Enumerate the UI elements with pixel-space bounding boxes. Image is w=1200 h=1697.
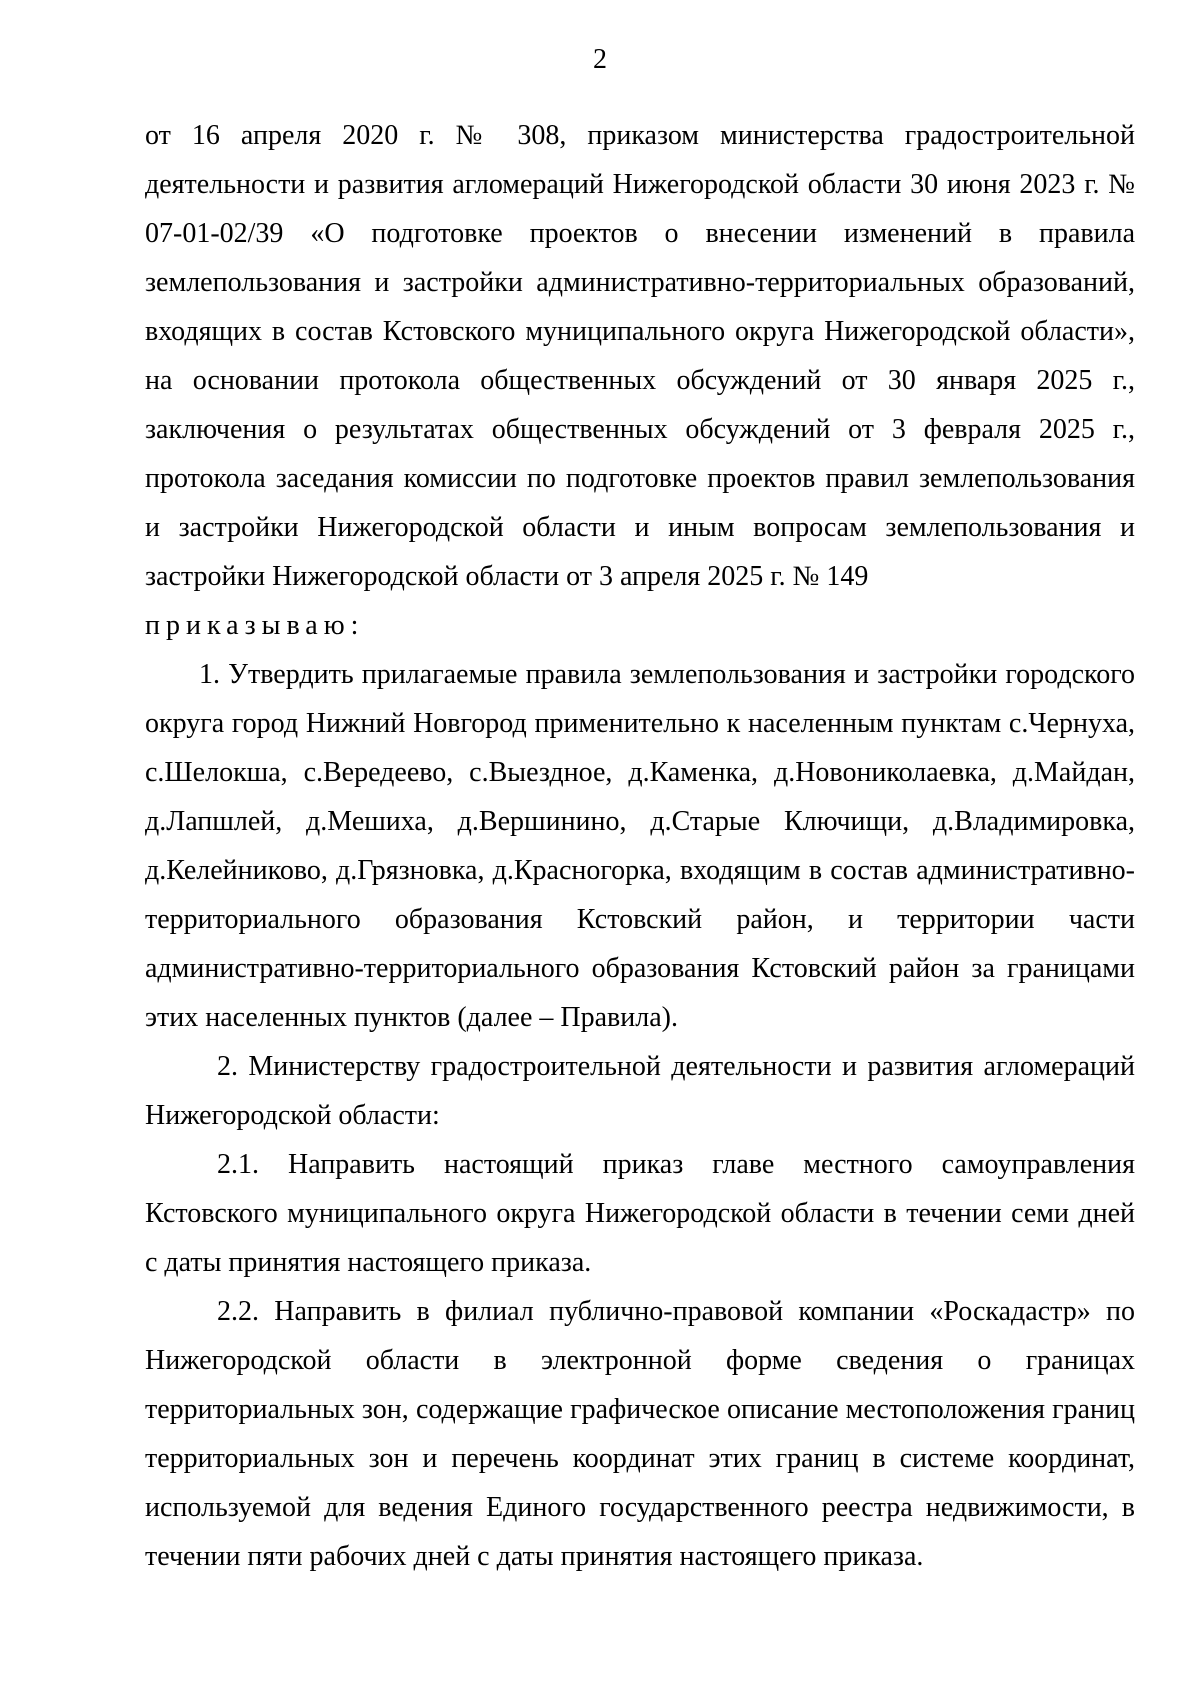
- order-word: приказываю:: [145, 610, 365, 641]
- document-body: [145, 111, 1135, 1581]
- item-1-paragraph: 1. Утвердить прилагаемые правила землепользования и застройки городского округа город Нижний Новгород применительно к населенным пунктам с.Чернуха, с.Шелокша, с.Вередеево, с.Выездное, д.Каменка, д.Новониколаевка, д.Майдан, д.Лапшлей, д.Мешиха, д.Вершинино, д.Старые Ключищи, д.Владимировка, д.Келейниково, д.Грязновка, д.Красногорка, входящим в состав административно-территориального образования Кстовский район, и территории части административно-территориального образования Кстовский район за границами этих населенных пунктов (далее – Правила).: [145, 659, 1135, 1033]
- item-2-paragraph: 2. Министерству градостроительной деятельности и развития агломераций Нижегородской области:: [145, 1051, 1135, 1131]
- item-2-1-paragraph: 2.1. Направить настоящий приказ главе местного самоуправления Кстовского муниципального округа Нижегородской области в течении семи дней с даты принятия настоящего приказа.: [145, 1149, 1135, 1278]
- item-2-2-paragraph: 2.2. Направить в филиал публично-правовой компании «Роскадастр» по Нижегородской области в электронной форме сведения о границах территориальных зон, содержащие графическое описание местоположения границ территориальных зон и перечень координат этих границ в системе координат, используемой для ведения Единого государственного реестра недвижимости, в течении пяти рабочих дней с даты принятия настоящего приказа.: [145, 1296, 1135, 1572]
- page-number: 2: [593, 44, 607, 75]
- preamble-paragraph: от 16 апреля 2020 г. № 308, приказом министерства градостроительной деятельности и развития агломераций Нижегородской области 30 июня 2023 г. № 07-01-02/39 «О подготовке проектов о внесении изменений в правила землепользования и застройки административно-территориальных образований, входящих в состав Кстовского муниципального округа Нижегородской области», на основании протокола общественных обсуждений от 30 января 2025 г., заключения о результатах общественных обсуждений от 3 февраля 2025 г., протокола заседания комиссии по подготовке проектов правил землепользования и застройки Нижегородской области и иным вопросам землепользования и застройки Нижегородской области от 3 апреля 2025 г. № 149: [145, 120, 1135, 592]
